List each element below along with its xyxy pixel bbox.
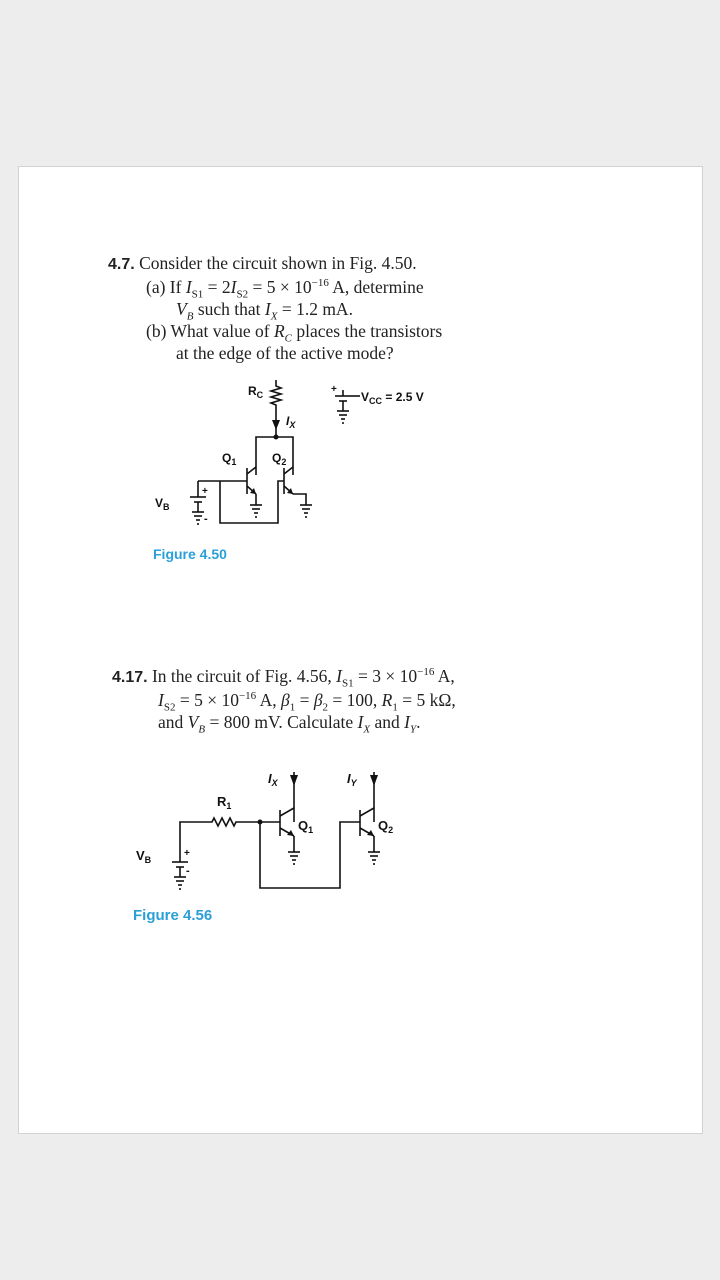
vb-minus-4-50: - <box>204 513 208 525</box>
ix-label-4-50: $I_X$ <box>286 414 296 430</box>
vcc-source <box>335 390 360 423</box>
problem-4-17-line1: 4.17. In the circuit of Fig. 4.56, $I_{S1} = 3 \times 10^{-16}$ A, <box>112 666 455 690</box>
part-a-line2: $V_B$ such that $I_X = 1.2$ mA. <box>176 299 353 323</box>
problem-intro: Consider the circuit shown in Fig. 4.50. <box>139 253 417 273</box>
r1-resistor <box>180 818 280 862</box>
iy-label: $I_Y$ <box>347 771 357 788</box>
q2-label-4-50: $Q_2$ <box>272 451 287 467</box>
problem-number: 4.7. <box>108 256 135 273</box>
q1-label-4-50: $Q_1$ <box>222 451 237 467</box>
vb-plus-4-56: + <box>184 848 190 859</box>
ix-label-4-56: $I_X$ <box>268 771 278 788</box>
part-a-line1: (a) If $I_{S1} = 2I_{S2} = 5 \times 10^{-16}$ A, determine <box>146 277 424 301</box>
vb-label-4-50: $V_B$ <box>155 496 170 512</box>
q1-ground <box>250 505 262 517</box>
q2-ground-4-56 <box>368 852 380 864</box>
rc-label: $R_C$ <box>248 384 264 400</box>
q2-transistor <box>220 467 306 523</box>
vcc-label: $V_{CC} = 2.5$ V <box>361 390 424 406</box>
q1-label-4-56: $Q_1$ <box>298 818 314 835</box>
part-b-line1: (b) What value of $R_C$ places the transistors <box>146 321 443 345</box>
vb-plus-4-50: + <box>202 486 208 497</box>
q2-ground <box>300 505 312 517</box>
figure-4-50-caption: Figure 4.50 <box>153 546 227 562</box>
ix-arrow <box>272 420 280 430</box>
q2-transistor-4-56 <box>260 808 374 888</box>
ix-arrow-4-56 <box>290 775 298 786</box>
q2-label-4-56: $Q_2$ <box>378 818 394 835</box>
problem-number: 4.17. <box>112 669 148 686</box>
figure-4-56-circuit <box>136 771 393 889</box>
vb-label-4-56: $V_B$ <box>136 848 152 865</box>
r1-label: $R_1$ <box>217 794 232 811</box>
problem-4-17-line2: $I_{S2} = 5 \times 10^{-16}$ A, $\beta_1 = \beta_2 = 100$, $R_1 = 5$ kΩ, <box>158 690 456 714</box>
q1-transistor-4-56 <box>280 808 294 852</box>
q1-transistor <box>220 467 256 505</box>
figure-4-56-caption: Figure 4.56 <box>133 907 213 924</box>
figure-4-50-circuit <box>155 380 424 525</box>
vcc-plus: + <box>331 384 337 395</box>
iy-arrow <box>370 775 378 786</box>
q1-ground-4-56 <box>288 852 300 864</box>
problem-4-17-line3: and $V_B = 800$ mV. Calculate $I_X$ and $I_Y$. <box>158 712 421 736</box>
part-b-line2: at the edge of the active mode? <box>176 343 394 363</box>
vb-minus-4-56: - <box>186 865 190 877</box>
